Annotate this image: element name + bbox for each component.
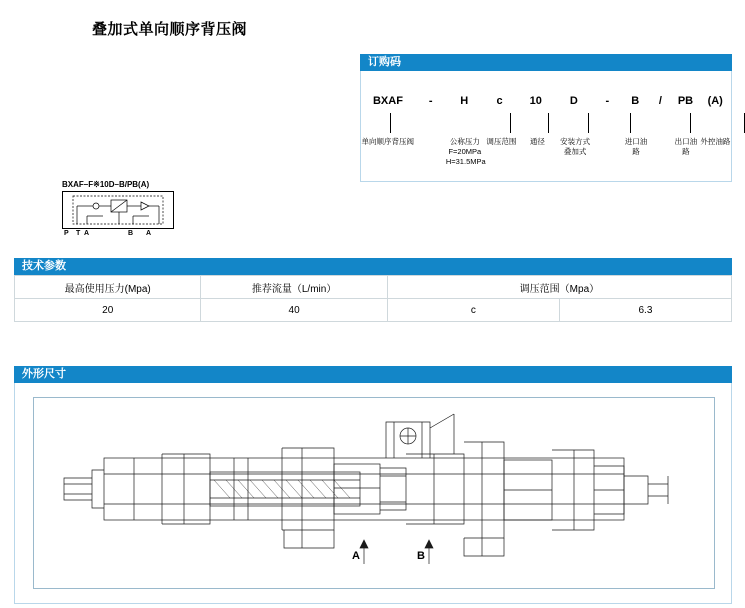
symbol-svg [63, 192, 173, 228]
cell-range-left: c [387, 299, 559, 322]
table-row [15, 299, 732, 322]
order-desc-4: 通径 [529, 137, 545, 146]
order-code-seg-8: / [658, 95, 662, 107]
order-desc-10: 外控油路 [700, 137, 731, 146]
symbol-caption: BXAF–F※10D–B/PB(A) [62, 180, 150, 189]
cell-pressure: 20 [15, 299, 201, 322]
order-tick-7 [690, 113, 691, 133]
cell-range-right: 6.3 [559, 299, 731, 322]
order-code-section [360, 54, 732, 182]
order-code-seg-2: H [460, 95, 469, 107]
page-title: 叠加式单向顺序背压阀 [92, 21, 248, 38]
order-tick-4 [588, 113, 589, 133]
dim-label-a: A [352, 550, 360, 562]
order-desc-8 [650, 137, 672, 167]
port-label-t: T [76, 230, 81, 237]
order-tick-5 [630, 113, 631, 133]
order-tick-2 [510, 113, 511, 133]
tech-spec-section [14, 258, 732, 322]
port-label-a2: A [146, 230, 152, 237]
order-code-seg-0: BXAF [372, 95, 403, 107]
order-desc-3: 调压范围 [486, 137, 517, 146]
order-desc-5: 安装方式 叠加式 [560, 137, 591, 156]
tech-spec-table [14, 275, 732, 322]
col-header-pressure: 最高使用压力(Mpa) [15, 276, 201, 299]
tech-spec-header: 技术参数 [14, 258, 732, 275]
outline-dimension-section [14, 366, 732, 604]
order-code-seg-4: 10 [529, 95, 542, 107]
order-code-seg-7: B [631, 95, 640, 107]
col-header-flow: 推荐流量（L/min） [201, 276, 387, 299]
port-label-b: B [128, 230, 134, 237]
order-desc-1 [414, 137, 445, 167]
order-desc-2: 公称压力 F=20MPa H=31.5MPa [445, 137, 486, 166]
symbol-port-labels [62, 230, 192, 240]
order-code-seg-9: PB [677, 95, 694, 107]
order-tick-3 [548, 113, 549, 133]
order-code-row [361, 95, 731, 107]
order-desc-0: 单向顺序背压阀 [361, 137, 414, 146]
order-code-seg-3: c [496, 95, 503, 107]
table-header-row [15, 276, 732, 299]
outline-drawing-frame [33, 397, 715, 589]
hydraulic-symbol-section [62, 180, 192, 240]
port-label-a1: A [84, 230, 90, 237]
col-header-range: 调压范围（Mpa） [387, 276, 731, 299]
order-desc-9: 出口油路 [674, 137, 698, 156]
dim-label-b: B [417, 550, 425, 562]
outline-dimension-body [14, 383, 732, 604]
order-desc-7: 进口油路 [624, 137, 648, 156]
symbol-diagram [62, 191, 174, 229]
order-desc-6 [595, 137, 623, 167]
outline-drawing-svg [34, 398, 714, 588]
order-code-seg-1: - [428, 95, 433, 107]
order-tick-0 [390, 113, 391, 133]
order-code-body [360, 71, 732, 182]
port-label-p: P [64, 230, 69, 237]
order-code-seg-5: D [569, 95, 578, 107]
order-code-header: 订购码 [360, 54, 732, 71]
order-code-seg-10: (A) [707, 95, 723, 107]
cell-flow: 40 [201, 299, 387, 322]
order-code-seg-6: - [605, 95, 610, 107]
outline-dimension-header: 外形尺寸 [14, 366, 732, 383]
order-desc-row [361, 137, 731, 167]
